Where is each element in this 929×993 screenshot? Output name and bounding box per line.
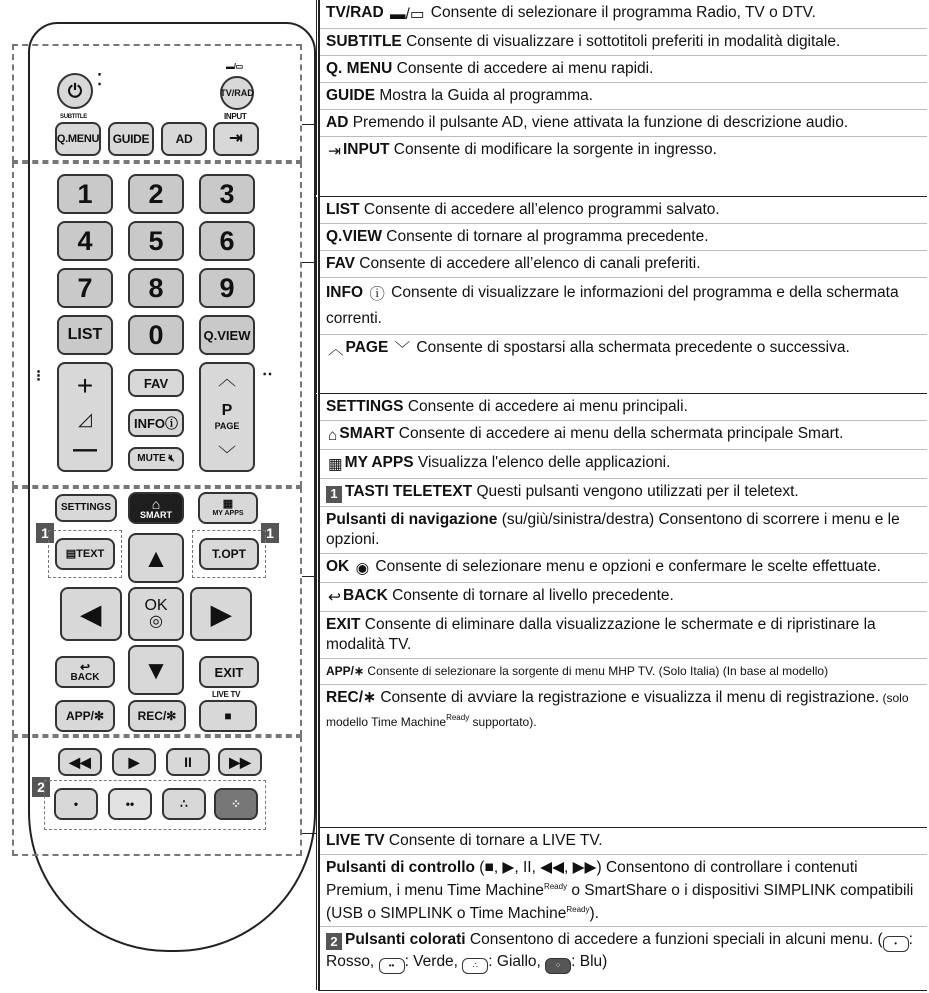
callout-line-nav [302, 576, 316, 577]
power-button[interactable]: ⏻ [57, 73, 93, 109]
desc-row-tvrad [320, 0, 927, 29]
desc-text: Questi pulsanti vengono utilizzati per il teletext. [472, 483, 799, 500]
desc-text: ). [589, 905, 599, 923]
tag-2: 2 [32, 777, 50, 797]
fav-button[interactable]: FAV [128, 369, 184, 397]
desc-bold: LIVE TV [326, 832, 385, 849]
desc-row-colors [320, 927, 927, 977]
digit-6-button[interactable]: 6 [199, 221, 255, 261]
section-number-buttons [318, 197, 927, 394]
desc-row-myapps [320, 450, 927, 479]
digit-7-button[interactable]: 7 [57, 268, 113, 308]
info-button[interactable] [128, 409, 184, 437]
desc-bold: TASTI TELETEXT [345, 483, 473, 500]
yellow-button[interactable]: ∴ [162, 788, 206, 820]
desc-text: Consente di modificare la sorgente in ingresso. [389, 141, 717, 158]
desc-bold: SETTINGS [326, 398, 404, 415]
app-button[interactable]: APP/✻ [55, 700, 115, 732]
digit-2-button[interactable]: 2 [128, 174, 184, 214]
desc-bold: INFO [326, 284, 364, 301]
ok-label: OK [144, 597, 168, 614]
ad-button[interactable]: AD [161, 122, 207, 156]
desc-row-subtitle [320, 29, 927, 56]
desc-bold: MY APPS [344, 454, 414, 471]
grid-icon: ▦ [222, 498, 234, 510]
desc-text: Consente di accedere ai menu della schermata principale Smart. [394, 425, 844, 442]
digit-0-button[interactable]: 0 [128, 315, 184, 355]
back-button[interactable] [55, 656, 115, 688]
description-table [318, 0, 927, 993]
tvrad-label: TV/RAD [220, 87, 254, 98]
desc-row-navigation [320, 507, 927, 554]
subtitle-label: SUBTITLE [60, 114, 87, 120]
desc-bold: LIST [326, 201, 360, 218]
desc-bold: INPUT [343, 141, 390, 158]
digit-1-button[interactable]: 1 [57, 174, 113, 214]
input-label: INPUT [224, 112, 247, 121]
info-label: INFO [133, 415, 166, 431]
green-button[interactable]: •• [108, 788, 152, 820]
qview-button[interactable]: Q.VIEW [199, 315, 255, 355]
desc-row-exit [320, 612, 927, 659]
desc-row-ad [320, 110, 927, 137]
volume-rocker[interactable] [57, 362, 113, 472]
green-dots-icon: •• [379, 958, 405, 974]
grid-icon: ▦ [328, 456, 343, 473]
tag-1-icon: 1 [326, 486, 342, 503]
input-icon: ⇥ [328, 143, 341, 160]
desc-row-page [320, 335, 927, 363]
desc-text: Consente di visualizzare i sottotitoli preferiti in modalità digitale. [401, 33, 841, 50]
callout-line-top [302, 124, 316, 125]
desc-row-app [320, 659, 927, 685]
nav-right-button[interactable]: ▶ [190, 587, 252, 641]
mute-button[interactable] [128, 447, 184, 471]
power-dots: ⁚ [97, 72, 103, 89]
desc-bold: AD [326, 114, 349, 131]
desc-bold: TV/RAD [326, 4, 384, 21]
nav-left-button[interactable]: ◀ [60, 587, 122, 641]
desc-text: : Verde, [404, 953, 463, 971]
myapps-button[interactable] [198, 492, 258, 524]
mute-icon: 🔇︎ [165, 453, 175, 464]
page-rocker[interactable] [199, 362, 255, 472]
callout-vline-nav [316, 394, 317, 828]
chevron-up-icon: ︿ [328, 341, 344, 358]
volume-minus: — [73, 436, 97, 463]
section-control-buttons [318, 828, 927, 991]
desc-row-back [320, 583, 927, 612]
exit-button[interactable]: EXIT [199, 656, 259, 688]
topt-button[interactable]: T.OPT [199, 538, 259, 570]
desc-row-info [320, 278, 927, 335]
tvrad-button[interactable] [220, 76, 254, 110]
nav-up-button[interactable]: ▲ [128, 533, 184, 583]
desc-text: Consente di visualizzare le informazioni del programma e della schermata correnti. [326, 284, 899, 327]
ok-icon: ◎ [149, 613, 163, 630]
desc-text: Consente di tornare a LIVE TV. [384, 832, 603, 849]
home-icon: ⌂ [328, 427, 338, 444]
desc-bold: SMART [339, 425, 395, 442]
desc-text: Visualizza l'elenco delle applicazioni. [413, 454, 671, 471]
text-button[interactable] [55, 538, 115, 570]
desc-sup: Ready [543, 882, 568, 891]
desc-bold: Pulsanti colorati [345, 931, 466, 949]
list-button[interactable]: LIST [57, 315, 113, 355]
desc-bold: GUIDE [326, 87, 376, 104]
desc-text: Consente di accedere ai menu rapidi. [392, 60, 654, 77]
tag-1-right: 1 [261, 523, 279, 543]
callout-vline-bottom [316, 828, 317, 990]
desc-text-small: supportato). [469, 714, 537, 729]
red-button[interactable]: • [54, 788, 98, 820]
desc-bold: FAV [326, 255, 355, 272]
desc-bold: Pulsanti di controllo [326, 859, 475, 876]
digit-3-button[interactable]: 3 [199, 174, 255, 214]
desc-bold: Q. MENU [326, 60, 393, 77]
mute-label: MUTE [137, 453, 166, 464]
desc-row-qview [320, 224, 927, 251]
vol-dots: ⁝ [36, 368, 42, 385]
blue-button[interactable]: ⁘ [214, 788, 258, 820]
desc-row-list [320, 197, 927, 224]
info-icon: ⓘ [165, 415, 179, 431]
desc-row-teletext [320, 479, 927, 507]
desc-text: Consente di accedere all’elenco di canali preferiti. [355, 255, 701, 272]
desc-text: : Giallo, [488, 953, 546, 971]
callout-line-mid [302, 262, 316, 263]
input-button[interactable]: ⇥ [213, 122, 259, 156]
page-word: PAGE [214, 421, 240, 431]
callout-vline-mid [316, 197, 317, 393]
volume-plus: + [76, 370, 94, 401]
ok-icon: ◉ [355, 559, 370, 577]
desc-text: Consente di tornare al livello precedente. [387, 586, 674, 604]
volume-icon: ◿ [78, 409, 92, 429]
desc-text: : Rosso, [326, 931, 913, 971]
digit-9-button[interactable]: 9 [199, 268, 255, 308]
desc-row-settings [320, 394, 927, 421]
desc-text: Consente di selezionare menu e opzioni e confermare le scelte effettuate. [371, 557, 881, 575]
page-p: P [221, 402, 233, 419]
tv-radio-icons: ▬/▭ [390, 6, 425, 23]
blue-dots-icon: ⁘ [545, 958, 571, 974]
desc-bold: BACK [343, 586, 388, 604]
rewind-button[interactable]: ◀◀ [58, 748, 102, 776]
desc-text: Consente di eliminare dalla visualizzazione le schermate e di ripristinare la modalità TV. [326, 615, 876, 653]
pause-button[interactable]: II [166, 748, 210, 776]
forward-button[interactable]: ▶▶ [218, 748, 262, 776]
ok-button[interactable] [128, 587, 184, 641]
desc-bold: SUBTITLE [326, 33, 402, 50]
guide-button[interactable]: GUIDE [108, 122, 154, 156]
desc-row-ok [320, 554, 927, 583]
desc-row-guide [320, 83, 927, 110]
livetv-label: LIVE TV [212, 690, 241, 699]
myapps-label: MY APPS [212, 510, 244, 517]
callout-vline-top [316, 0, 317, 195]
desc-bold: Pulsanti di navigazione [326, 510, 498, 528]
back-label: BACK [70, 672, 100, 683]
desc-text: Premendo il pulsante AD, viene attivata la funzione di descrizione audio. [348, 114, 849, 131]
nav-down-button[interactable]: ▼ [128, 645, 184, 695]
digit-4-button[interactable]: 4 [57, 221, 113, 261]
callout-line-bottom [302, 833, 316, 834]
tvrad-icons-label: ▬/▭ [226, 62, 243, 71]
desc-row-fav [320, 251, 927, 278]
desc-sup: Ready [566, 905, 590, 915]
tag-2-icon: 2 [326, 933, 342, 950]
desc-bold: OK [326, 557, 350, 575]
desc-text: Consente di selezionare il programma Radio, TV o DTV. [426, 4, 816, 21]
desc-text: Consente di spostarsi alla schermata precedente o successiva. [412, 339, 850, 356]
info-icon: ⓘ [369, 286, 385, 303]
desc-text-small: (solo modello Time Machine [326, 690, 909, 729]
play-button[interactable]: ▶ [112, 748, 156, 776]
desc-bold: EXIT [326, 615, 361, 633]
desc-text: : Blu) [571, 953, 608, 971]
page-up-icon: ︿ [218, 369, 236, 389]
desc-text: Consente di accedere all’elenco programmi salvato. [359, 201, 720, 218]
digit-8-button[interactable]: 8 [128, 268, 184, 308]
yellow-dots-icon: ∴ [462, 958, 488, 974]
desc-bold: APP/∗ [326, 663, 365, 678]
desc-text: (■, ▶, II, ◀◀, ▶▶) Consentono di controllare i contenuti Premium, i menu Time Machine [326, 859, 858, 900]
desc-row-control [320, 855, 927, 927]
desc-text: o SmartShare o i dispositivi SIMPLINK compatibili (USB o SIMPLINK o Time Machine [326, 882, 914, 923]
page-dots: ‥ [262, 362, 273, 379]
page-down-icon: ﹀ [218, 445, 236, 465]
back-icon: ↩ [328, 588, 341, 606]
tag-1-left: 1 [36, 523, 54, 543]
section-navigation-buttons [318, 394, 927, 828]
smart-label: SMART [140, 509, 172, 520]
desc-text: Consente di selezionare la sorgente di menu MHP TV. (Solo Italia) (In base al modello) [364, 663, 829, 678]
desc-row-rec [320, 685, 927, 735]
desc-bold: REC/∗ [326, 688, 377, 706]
desc-text: Consentono di accedere a funzioni speciali in alcuni menu. ( [465, 931, 883, 949]
desc-text: (su/giù/sinistra/destra) Consentono di scorrere i menu e le opzioni. [326, 510, 900, 548]
desc-text: Consente di avviare la registrazione e visualizza il menu di registrazione. [376, 688, 880, 706]
smart-button[interactable] [128, 492, 184, 524]
digit-5-button[interactable]: 5 [128, 221, 184, 261]
desc-bold: PAGE [345, 339, 389, 356]
desc-row-smart [320, 421, 927, 450]
desc-sup: Ready [446, 712, 470, 722]
desc-row-qmenu [320, 56, 927, 83]
desc-row-livetv [320, 828, 927, 855]
text-icon: ▤ [65, 547, 77, 560]
desc-text: Consente di accedere ai menu principali. [403, 398, 688, 415]
text-label: TEXT [76, 547, 105, 560]
section-top-buttons [318, 0, 927, 197]
settings-button[interactable]: SETTINGS [55, 494, 117, 522]
livetv-stop-button[interactable]: ■ [199, 700, 257, 732]
back-icon: ↩ [79, 660, 91, 674]
desc-text: Consente di tornare al programma precedente. [381, 228, 709, 245]
desc-row-input [320, 137, 927, 165]
home-icon: ⌂ [151, 495, 161, 512]
desc-bold: Q.VIEW [326, 228, 382, 245]
red-dot-icon: • [883, 936, 909, 952]
rec-button[interactable]: REC/✻ [128, 700, 186, 732]
qmenu-button[interactable]: Q.MENU [55, 122, 101, 156]
chevron-down-icon: ﹀ [394, 341, 411, 358]
desc-text: Mostra la Guida al programma. [375, 87, 594, 104]
